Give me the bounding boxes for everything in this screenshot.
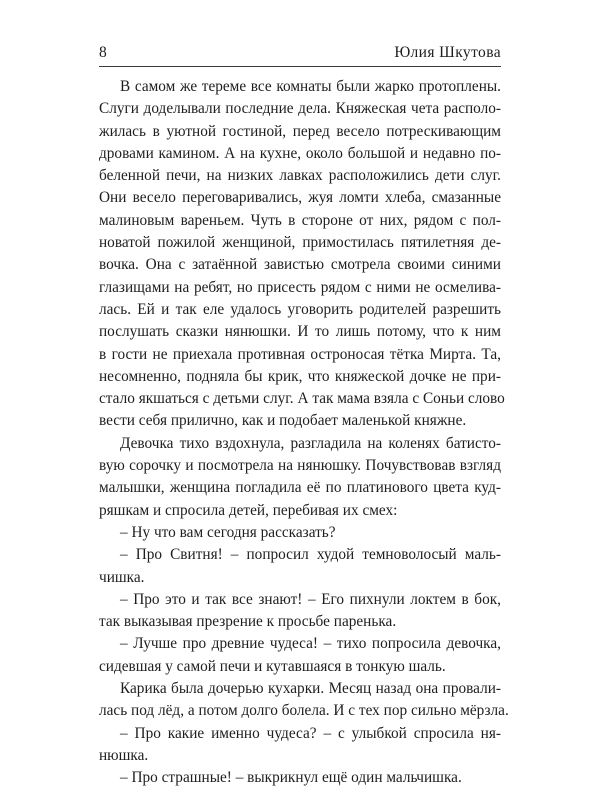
text-line: так выказывая презрение к просьбе паренька. <box>99 613 397 631</box>
text-line: Они весело переговаривались, жуя ломти хлеба, смазанные <box>99 189 501 207</box>
text-line: вести себя прилично, как и подобает маленькой княжне. <box>99 412 467 430</box>
text-line: чишка. <box>99 568 145 586</box>
text-line: вую сорочку и посмотрела на нянюшку. Почувствовав взгляд <box>99 457 501 475</box>
text-line: дровами камином. А на кухне, около большой и недавно по- <box>99 144 501 162</box>
running-header <box>99 44 501 67</box>
text-line: лась под лёд, а потом долго болела. И с тех пор сильно мёрзла. <box>99 702 509 720</box>
paragraph <box>99 433 501 522</box>
text-line: Девочка тихо вздохнула, разгладила на коленях батисто- <box>120 434 501 452</box>
running-head-author: Юлия Шкутова <box>394 44 501 61</box>
text-line: беленной печи, на низких лавках расположились дети слуг. <box>99 167 501 185</box>
text-line: вочка. Она с затаённой завистью смотрела своими синими <box>99 256 501 274</box>
page-number: 8 <box>99 44 107 61</box>
text-line: В самом же тереме все комнаты были жарко протоплены. <box>120 78 501 95</box>
paragraph <box>99 589 501 634</box>
text-line: глазищами на ребят, но присесть рядом с ними не осмелива- <box>99 278 501 296</box>
text-line: лась. Ей и так еле удалось уговорить родителей разрешить <box>99 300 501 318</box>
paragraph <box>99 633 501 678</box>
text-line: жилась в уютной гостиной, перед весело потрескивающим <box>99 122 501 140</box>
paragraph <box>99 522 501 544</box>
text-line: стало якшаться с детьми слуг. А так мама взяла с Соньи слово <box>99 390 505 408</box>
paragraph <box>99 678 509 723</box>
paragraph <box>99 544 501 589</box>
text-line: – Ну что вам сегодня рассказать? <box>120 523 336 541</box>
text-line: малиновым вареньем. Чуть в стороне от них, рядом с пол- <box>99 211 501 229</box>
text-line: Карика была дочерью кухарки. Месяц назад она провали- <box>120 680 501 698</box>
text-line: ряшкам и спросила детей, перебивая их смех: <box>99 501 398 519</box>
body-text <box>99 76 509 790</box>
text-line: – Про страшные! – выкрикнул ещё один мальчишка. <box>120 769 462 787</box>
text-line: – Лучше про древние чудеса! – тихо попросила девочка, <box>120 635 501 653</box>
text-line: в гости не приехала противная остроносая тётка Мирта. Та, <box>99 345 501 363</box>
text-line: новатой пожилой женщиной, примостилась пятилетняя де- <box>99 234 501 252</box>
text-line: – Про Свитня! – попросил худой темноволосый маль- <box>120 546 501 564</box>
text-line: нюшка. <box>99 746 149 764</box>
text-line: послушать сказки нянюшки. И то лишь потому, что к ним <box>99 323 501 341</box>
paragraph <box>99 723 501 768</box>
paragraph <box>99 76 505 433</box>
text-line: несомненно, подняла бы крик, что княжеской дочке не при- <box>99 367 501 385</box>
paragraph <box>99 767 501 789</box>
text-line: малышки, женщина погладила её по платинового цвета куд- <box>99 479 501 497</box>
text-line: – Про это и так все знают! – Его пихнули локтем в бок, <box>120 590 501 608</box>
text-line: – Про какие именно чудеса? – с улыбкой спросила ня- <box>120 724 501 742</box>
text-line: Слуги доделывали последние дела. Княжеская чета располо- <box>99 100 501 118</box>
text-line: сидевшая у самой печи и кутавшаяся в тонкую шаль. <box>99 657 446 675</box>
